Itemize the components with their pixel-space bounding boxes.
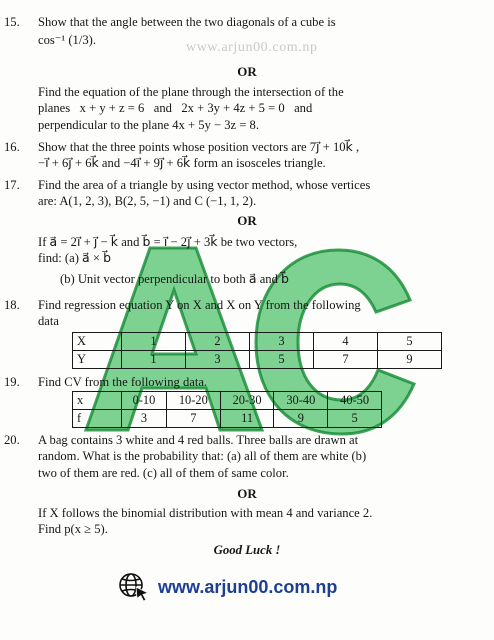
question-text: A bag contains 3 white and 4 red balls. Three balls are drawn at — [38, 433, 359, 447]
question-20-alternative — [38, 505, 458, 538]
question-text: Show that the angle between the two diagonals of a cube is — [38, 15, 336, 29]
question-text: Find CV from the following data. — [38, 375, 208, 389]
question-number: 16. — [4, 140, 20, 154]
row-header: x — [73, 392, 122, 410]
table-cell: 11 — [220, 410, 274, 428]
question-text: Find the area of a triangle by using vector method, whose vertices — [38, 178, 371, 192]
footer-website-link[interactable]: www.arjun00.com.np — [158, 576, 338, 597]
question-text: Find regression equation Y on X and X on Y from the following — [38, 298, 361, 312]
table-cell: 9 — [274, 410, 328, 428]
table-row — [73, 351, 442, 369]
question-text: data — [38, 314, 59, 329]
or-separator: OR — [237, 213, 257, 228]
cv-data-table — [72, 391, 382, 428]
table-cell: 20-30 — [220, 392, 274, 410]
table-cell: 3 — [122, 410, 167, 428]
row-header: f — [73, 410, 122, 428]
question-text: cos⁻¹ (1/3). — [38, 33, 96, 48]
table-row — [73, 333, 442, 351]
question-text: If a⃗ = 2i⃗ + j⃗ − k⃗ and b⃗ = i⃗ − 2j⃗ + 3k⃗ be two vectors, — [38, 235, 298, 249]
footer — [118, 572, 337, 602]
table-cell: 5 — [250, 351, 314, 369]
question-text: perpendicular to the plane 4x + 5y − 3z = 8. — [38, 117, 259, 132]
url-watermark: www.arjun00.com.np — [186, 40, 318, 55]
table-cell: 2 — [186, 333, 250, 351]
table-cell: 1 — [122, 333, 186, 351]
question-number: 18. — [4, 298, 20, 312]
table-cell: 5 — [378, 333, 442, 351]
table-cell: 4 — [314, 333, 378, 351]
table-row — [73, 392, 382, 410]
table-cell: 5 — [328, 410, 382, 428]
question-text: two of them are red. (c) all of them of same color. — [38, 465, 289, 480]
question-15-alternative — [38, 84, 458, 133]
question-number: 19. — [4, 375, 20, 389]
question-19 — [4, 374, 458, 390]
question-number: 20. — [4, 433, 20, 447]
question-15 — [4, 14, 458, 49]
table-cell: 40-50 — [328, 392, 382, 410]
question-text: −i⃗ + 6j⃗ + 6k⃗ and −4i⃗ + 9j⃗ + 6k⃗ form an isosceles triangle. — [38, 156, 326, 171]
question-20 — [4, 432, 458, 481]
table-cell: 7 — [166, 410, 220, 428]
question-text: If X follows the binomial distribution with mean 4 and variance 2. — [38, 506, 373, 520]
table-cell: 30-40 — [274, 392, 328, 410]
question-text: Show that the three points whose position vectors are 7j⃗ + 10k⃗ , — [38, 140, 360, 154]
closing-text: Good Luck ! — [213, 543, 281, 557]
question-18 — [4, 297, 458, 330]
regression-data-table — [72, 332, 442, 369]
or-separator: OR — [237, 486, 257, 501]
table-row — [73, 410, 382, 428]
table-cell: 3 — [250, 333, 314, 351]
question-16 — [4, 139, 458, 172]
question-number: 17. — [4, 178, 20, 192]
globe-cursor-icon — [118, 572, 150, 602]
question-17 — [4, 177, 458, 210]
question-text: random. What is the probability that: (a) all of them are white (b) — [38, 449, 367, 464]
question-text: Find the equation of the plane through the intersection of the — [38, 85, 344, 99]
table-cell: 1 — [122, 351, 186, 369]
table-cell: 0-10 — [122, 392, 167, 410]
row-header: Y — [73, 351, 122, 369]
question-text: Find p(x ≥ 5). — [38, 522, 108, 537]
table-cell: 3 — [186, 351, 250, 369]
question-text: (b) Unit vector perpendicular to both a⃗ and b⃗ — [60, 271, 290, 286]
table-cell: 7 — [314, 351, 378, 369]
or-separator: OR — [237, 64, 257, 79]
question-text: planes x + y + z = 6 and 2x + 3y + 4z + 5 = 0 and — [38, 101, 313, 116]
question-text: are: A(1, 2, 3), B(2, 5, −1) and C (−1, 1, 2). — [38, 194, 257, 209]
question-text: find: (a) a⃗ × b⃗ — [38, 251, 112, 266]
question-17-alternative — [38, 234, 458, 287]
question-number: 15. — [4, 15, 20, 29]
table-cell: 9 — [378, 351, 442, 369]
table-cell: 10-20 — [166, 392, 220, 410]
row-header: X — [73, 333, 122, 351]
